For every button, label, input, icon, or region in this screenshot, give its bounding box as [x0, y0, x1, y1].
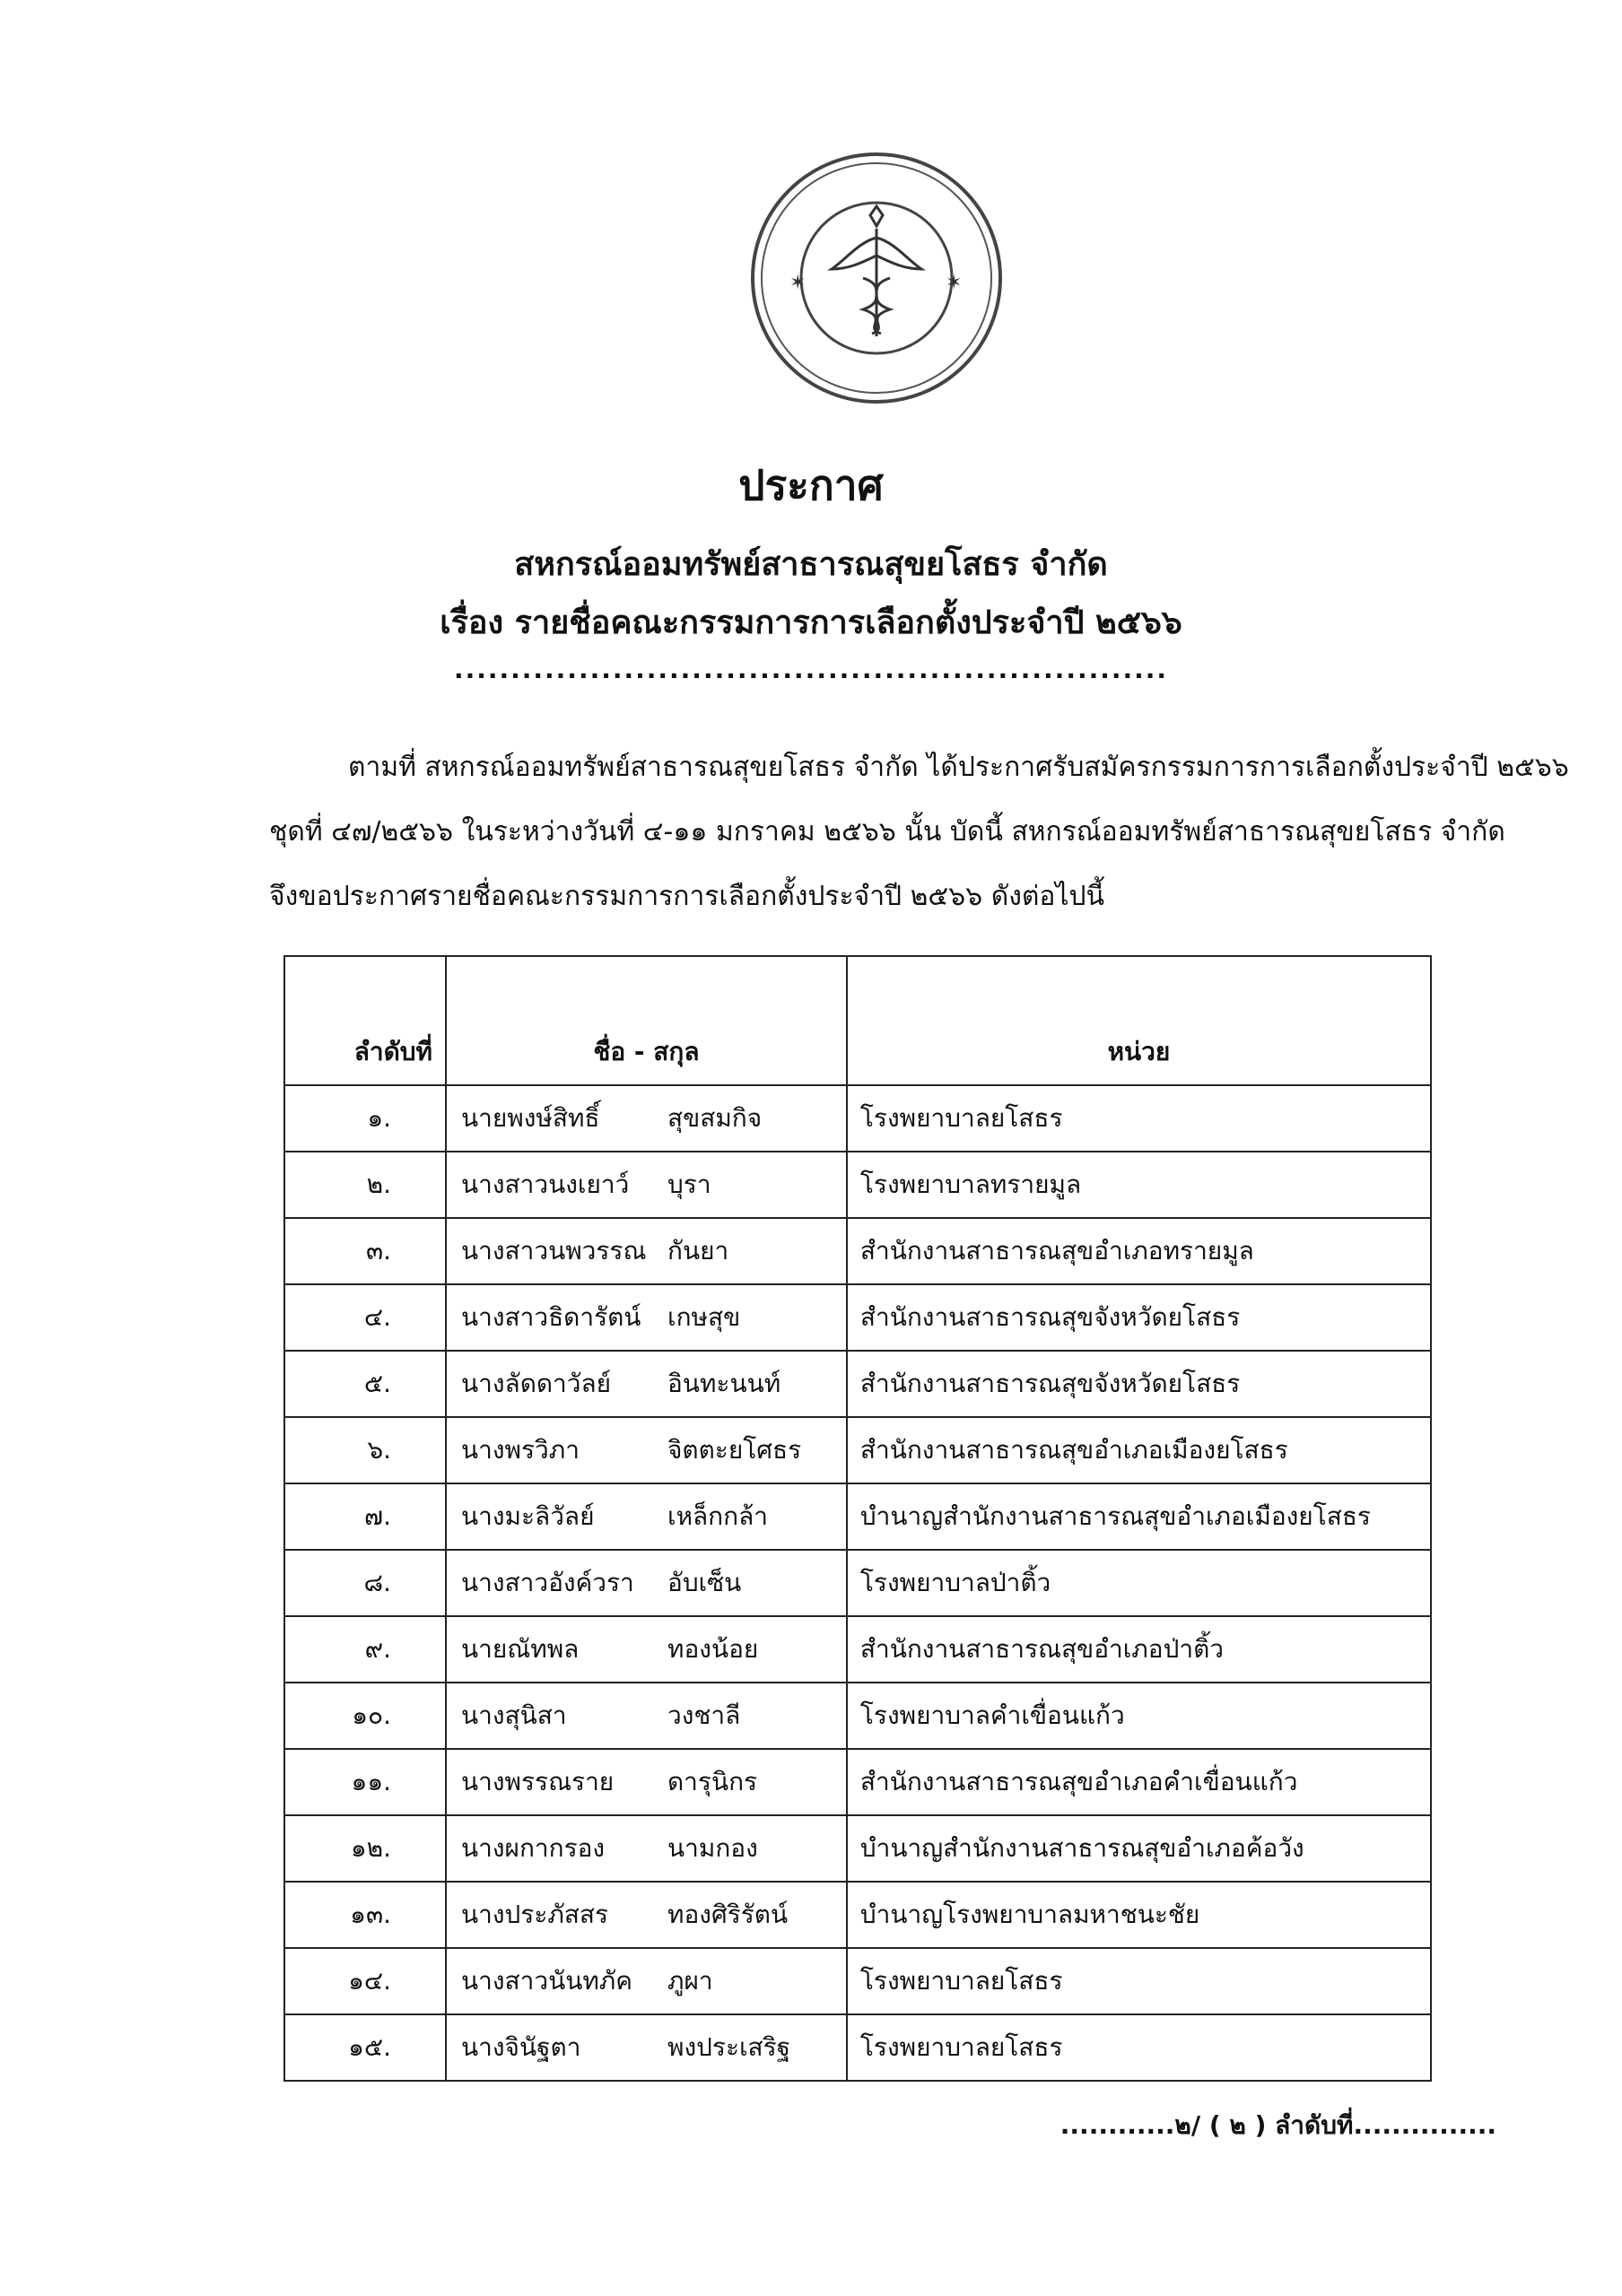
body-line-2: ชุดที่ ๔๗/๒๕๖๖ ในระหว่างวันที่ ๔-๑๑ มกราคม ๒๕๖๖ นั้น บัดนี้ สหกรณ์ออมทรัพย์สาธารณสุขยโสธร จำกัด: [269, 816, 1505, 848]
table-header-row: [284, 956, 1431, 1085]
table-row: [284, 1550, 1431, 1616]
last-name: จิตตะยโศธร: [667, 1435, 802, 1465]
table-row: [284, 1351, 1431, 1417]
member-unit: โรงพยาบาลยโสธร: [847, 2014, 1431, 2081]
first-name: นางสุนิสา: [461, 1700, 567, 1730]
table-row: [284, 1284, 1431, 1351]
member-name: [446, 1351, 847, 1417]
last-name: เหล็กกล้า: [667, 1501, 768, 1531]
svg-text:✶: ✶: [946, 272, 963, 294]
announcement-body: [269, 735, 1569, 929]
body-line-3: จึงขอประกาศรายชื่อคณะกรรมการการเลือกตั้งประจำปี ๒๕๖๖ ดังต่อไปนี้: [269, 881, 1105, 912]
member-name: [446, 2014, 847, 2081]
last-name: อับเซ็น: [667, 1568, 742, 1597]
first-name: นายพงษ์สิทธิ์: [461, 1103, 600, 1133]
member-name: [446, 1284, 847, 1351]
table-row: [284, 1417, 1431, 1483]
member-unit: สำนักงานสาธารณสุขจังหวัดยโสธร: [847, 1351, 1431, 1417]
row-number: ๖.: [284, 1417, 446, 1483]
page-continuation: ............๒/ ( ๒ ) ลำดับที่...............: [1060, 2110, 1496, 2140]
header-name: ชื่อ - สกุล: [446, 956, 847, 1085]
table-row: [284, 1948, 1431, 2014]
first-name: นายณัทพล: [461, 1634, 580, 1664]
header-unit: หน่วย: [847, 956, 1431, 1085]
row-number: ๑๔.: [284, 1948, 446, 2014]
cooperative-seal: [746, 144, 1007, 413]
member-name: [446, 1948, 847, 2014]
row-number: ๑.: [284, 1085, 446, 1152]
emblem-icon: [832, 206, 921, 336]
first-name: นางสาวนพวรรณ: [461, 1236, 647, 1265]
row-number: ๔.: [284, 1284, 446, 1351]
last-name: ภูผา: [667, 1966, 713, 1996]
table-row: [284, 1483, 1431, 1550]
row-number: ๒.: [284, 1152, 446, 1218]
first-name: นางสาวนงเยาว์: [461, 1170, 630, 1199]
last-name: ดารุนิกร: [667, 1767, 758, 1796]
member-unit: โรงพยาบาลคำเขื่อนแก้ว: [847, 1683, 1431, 1749]
member-unit: สำนักงานสาธารณสุขอำเภอทรายมูล: [847, 1218, 1431, 1284]
member-name: [446, 1683, 847, 1749]
member-unit: บำนาญสำนักงานสาธารณสุขอำเภอค้อวัง: [847, 1815, 1431, 1882]
member-name: [446, 1085, 847, 1152]
table-row: [284, 1218, 1431, 1284]
row-number: ๓.: [284, 1218, 446, 1284]
table-row: [284, 1616, 1431, 1683]
announcement-title: ประกาศ: [738, 461, 884, 509]
first-name: นางผกากรอง: [461, 1833, 606, 1863]
last-name: วงชาลี: [667, 1700, 741, 1730]
member-unit: โรงพยาบาลยโสธร: [847, 1948, 1431, 2014]
table-row: [284, 1085, 1431, 1152]
member-unit: สำนักงานสาธารณสุขอำเภอป่าติ้ว: [847, 1616, 1431, 1683]
member-unit: บำนาญสำนักงานสาธารณสุขอำเภอเมืองยโสธร: [847, 1483, 1431, 1550]
first-name: นางลัดดาวัลย์: [461, 1369, 612, 1398]
member-unit: โรงพยาบาลป่าติ้ว: [847, 1550, 1431, 1616]
table-row: [284, 1683, 1431, 1749]
row-number: ๑๐.: [284, 1683, 446, 1749]
first-name: นางสาวธิดารัตน์: [461, 1302, 641, 1332]
member-unit: โรงพยาบาลทรายมูล: [847, 1152, 1431, 1218]
last-name: อินทะนนท์: [667, 1369, 781, 1398]
last-name: บุรา: [667, 1170, 711, 1199]
member-name: [446, 1550, 847, 1616]
last-name: นามกอง: [667, 1833, 758, 1863]
row-number: ๑๒.: [284, 1815, 446, 1882]
row-number: ๗.: [284, 1483, 446, 1550]
member-unit: โรงพยาบาลยโสธร: [847, 1085, 1431, 1152]
header-no: ลำดับที่: [284, 956, 446, 1085]
row-number: ๘.: [284, 1550, 446, 1616]
table-row: [284, 1815, 1431, 1882]
table-row: [284, 1152, 1431, 1218]
member-name: [446, 1483, 847, 1550]
last-name: เกษสุข: [667, 1302, 741, 1332]
announcement-subject: เรื่อง รายชื่อคณะกรรมการการเลือกตั้งประจำปี ๒๕๖๖: [440, 604, 1182, 641]
table-row: [284, 1749, 1431, 1815]
last-name: ทองศิริรัตน์: [667, 1900, 789, 1929]
member-name: [446, 1616, 847, 1683]
row-number: ๑๕.: [284, 2014, 446, 2081]
member-name: [446, 1882, 847, 1948]
organization-name: สหกรณ์ออมทรัพย์สาธารณสุขยโสธร จำกัด: [514, 546, 1108, 583]
table-body: [284, 1085, 1431, 2081]
member-unit: สำนักงานสาธารณสุขอำเภอเมืองยโสธร: [847, 1417, 1431, 1483]
body-line-1: ตามที่ สหกรณ์ออมทรัพย์สาธารณสุขยโสธร จำกัด ได้ประกาศรับสมัครกรรมการการเลือกตั้งประจำปี ๒๕๖๖: [348, 752, 1569, 783]
first-name: นางจินัฐตา: [461, 2032, 581, 2062]
member-name: [446, 1218, 847, 1284]
member-unit: บำนาญโรงพยาบาลมหาชนะชัย: [847, 1882, 1431, 1948]
last-name: พงประเสริฐ: [667, 2032, 791, 2062]
row-number: ๙.: [284, 1616, 446, 1683]
title-divider: ...............................................................: [453, 655, 1169, 684]
first-name: นางพรรณราย: [461, 1767, 615, 1796]
first-name: นางสาวนันทภัค: [461, 1966, 632, 1996]
row-number: ๕.: [284, 1351, 446, 1417]
row-number: ๑๑.: [284, 1749, 446, 1815]
member-name: [446, 1815, 847, 1882]
table-row: [284, 2014, 1431, 2081]
last-name: สุขสมกิจ: [667, 1103, 763, 1133]
member-unit: สำนักงานสาธารณสุขอำเภอคำเขื่อนแก้ว: [847, 1749, 1431, 1815]
member-name: [446, 1152, 847, 1218]
last-name: กันยา: [667, 1236, 729, 1265]
member-name: [446, 1749, 847, 1815]
first-name: นางมะลิวัลย์: [461, 1501, 595, 1531]
table-row: [284, 1882, 1431, 1948]
member-unit: สำนักงานสาธารณสุขจังหวัดยโสธร: [847, 1284, 1431, 1351]
last-name: ทองน้อย: [667, 1634, 759, 1664]
committee-table: [283, 955, 1432, 2082]
row-number: ๑๓.: [284, 1882, 446, 1948]
first-name: นางพรวิภา: [461, 1435, 580, 1465]
svg-text:✶: ✶: [789, 272, 807, 294]
first-name: นางสาวอังค์วรา: [461, 1568, 634, 1597]
member-name: [446, 1417, 847, 1483]
first-name: นางประภัสสร: [461, 1900, 609, 1929]
